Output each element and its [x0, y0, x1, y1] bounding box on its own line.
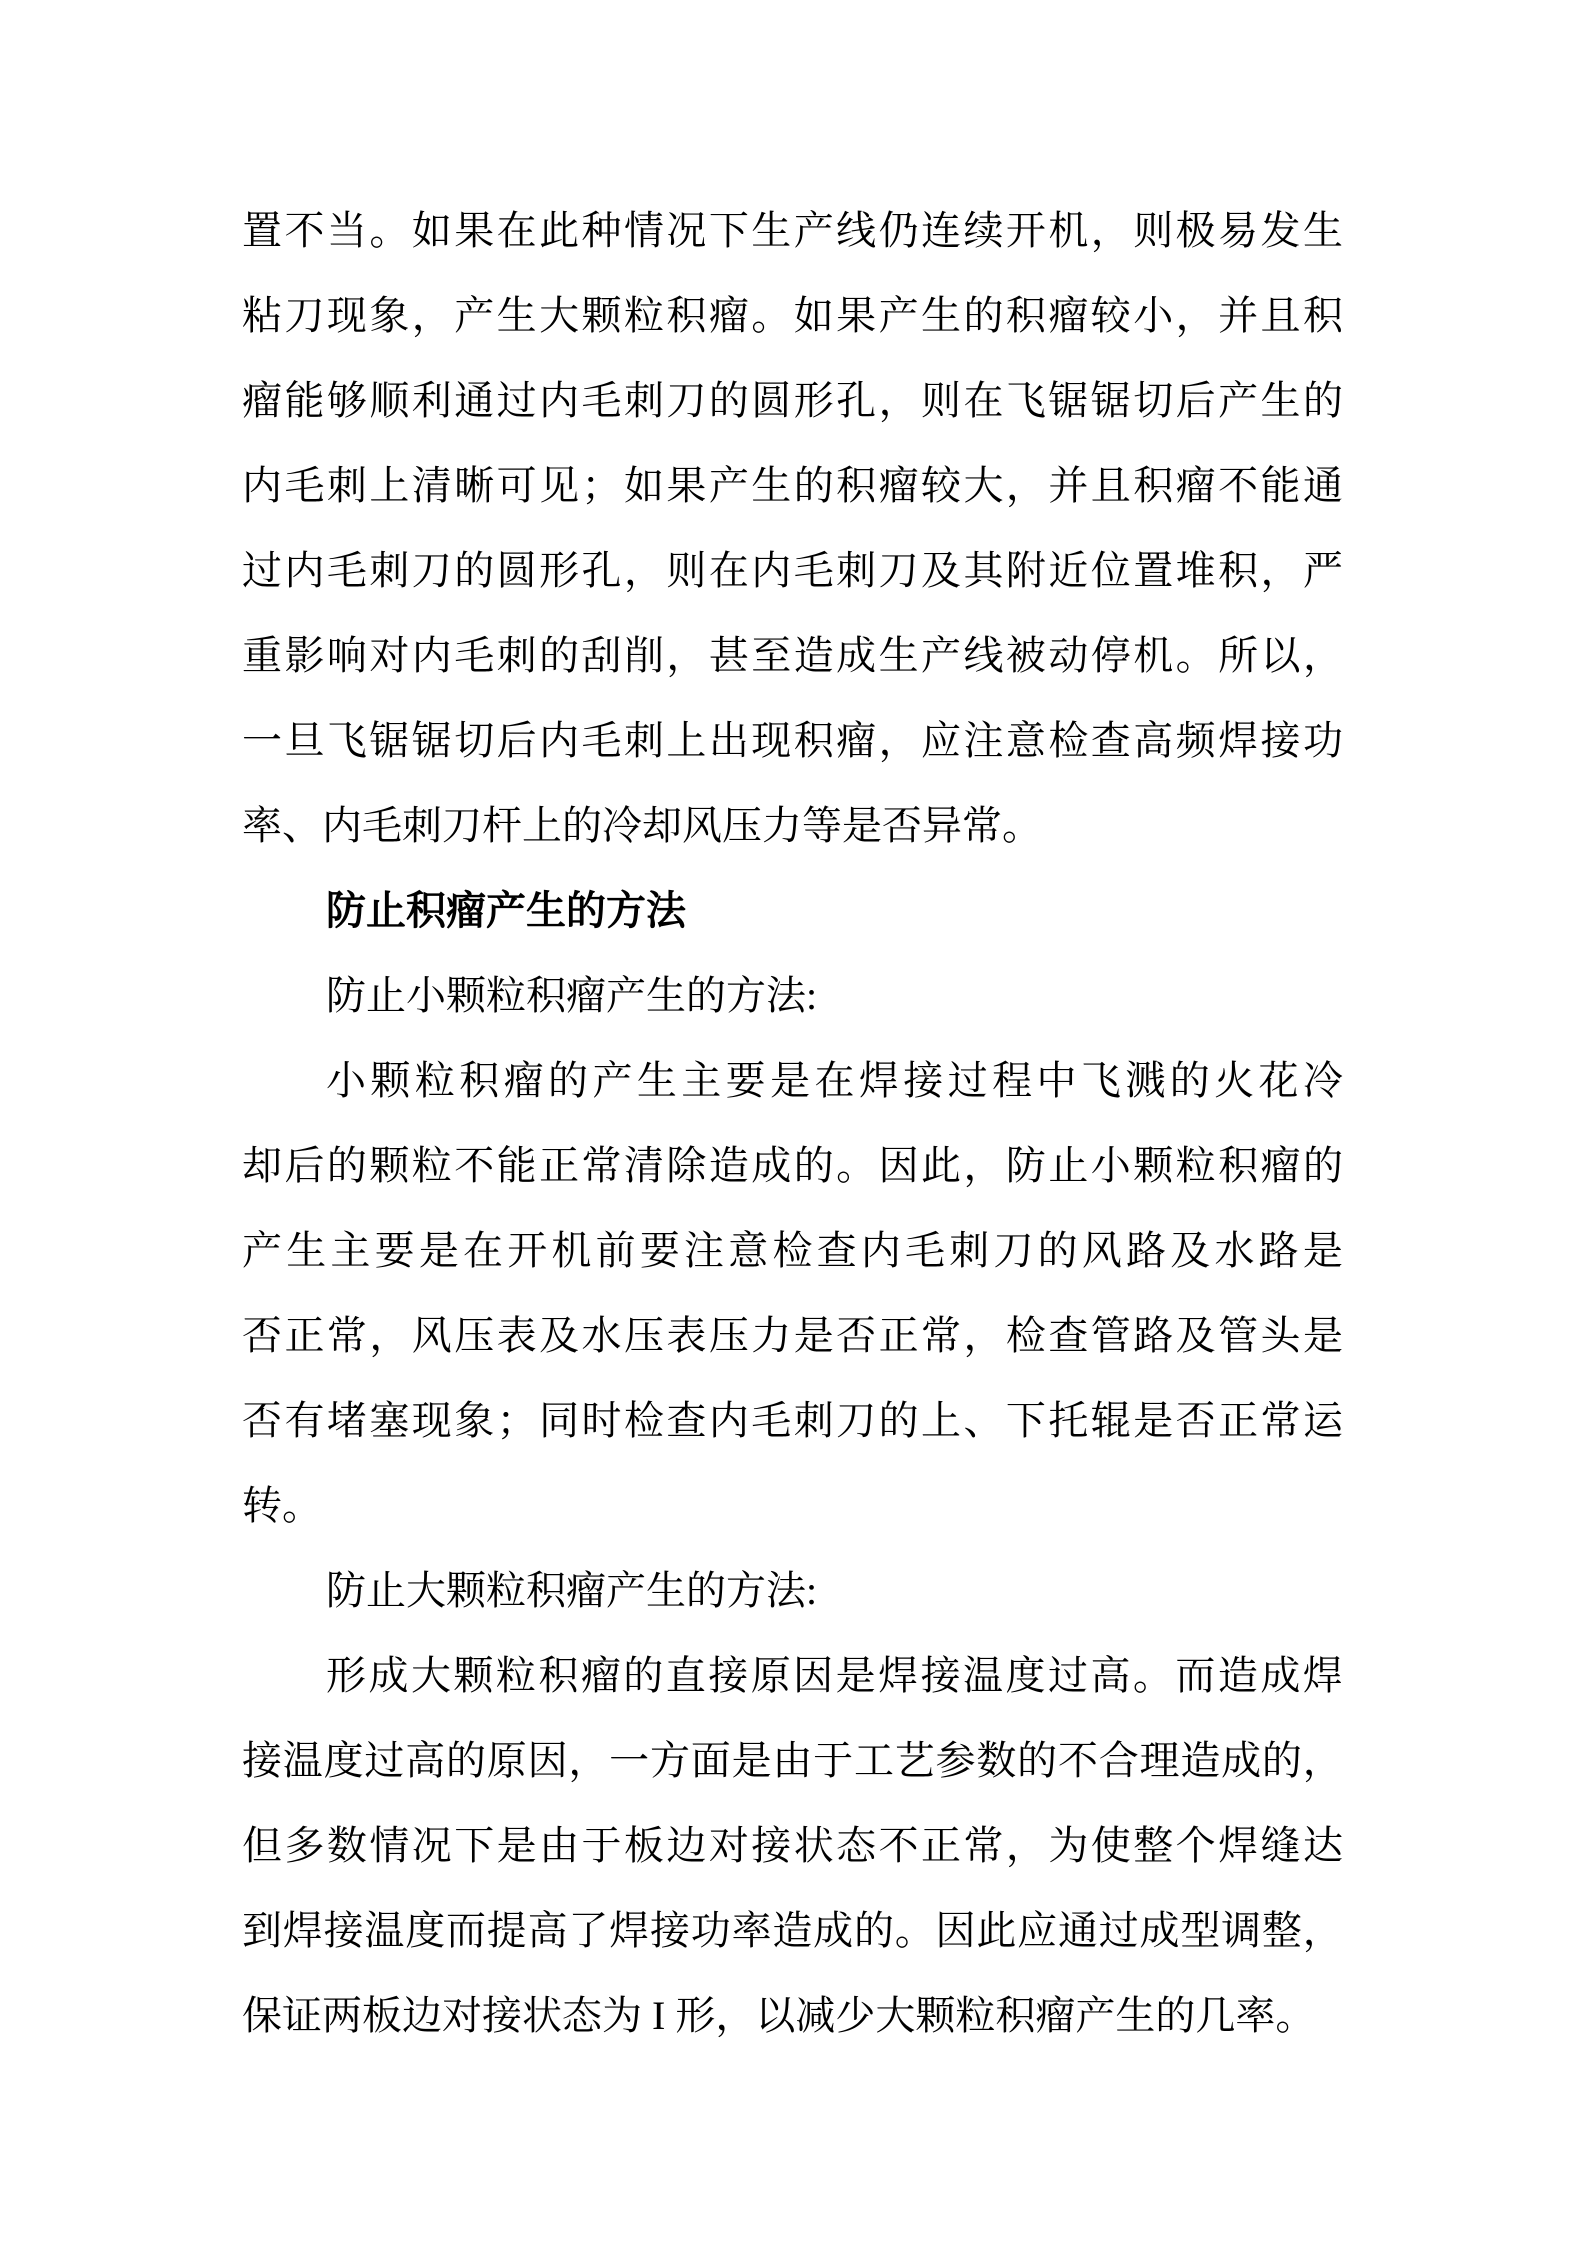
text-line: 转。 [242, 1483, 322, 1528]
text-line: 重 影 响 对 内 毛 刺 的 刮 削 ， 甚 至 造 成 生 产 线 被 动 停 机 。 所 以 ， [242, 633, 1343, 678]
text-line: 产 生 主 要 是 在 开 机 前 要 注 意 检 查 内 毛 刺 刀 的 风 路 及 水 路 是 [242, 1228, 1343, 1273]
text-line: 小 颗 粒 积 瘤 的 产 生 主 要 是 在 焊 接 过 程 中 飞 溅 的 火 花 冷 [326, 1058, 1343, 1103]
text-line: 接 温 度 过 高 的 原 因 ， 一 方 面 是 由 于 工 艺 参 数 的 不 合 理 造 成 的 ， [242, 1738, 1343, 1783]
text-line: 到 焊 接 温 度 而 提 高 了 焊 接 功 率 造 成 的 。 因 此 应 通 过 成 型 调 整 ， [242, 1908, 1343, 1953]
text-line: 过 内 毛 刺 刀 的 圆 形 孔 ， 则 在 内 毛 刺 刀 及 其 附 近 位 置 堆 积 ， 严 [242, 548, 1343, 593]
text-line: 瘤 能 够 顺 利 通 过 内 毛 刺 刀 的 圆 形 孔 ， 则 在 飞 锯 锯 切 后 产 生 的 [242, 378, 1343, 423]
text-line: 置 不 当 。 如 果 在 此 种 情 况 下 生 产 线 仍 连 续 开 机 ， 则 极 易 发 生 [242, 208, 1343, 253]
text-line: 否 正 常 ， 风 压 表 及 水 压 表 压 力 是 否 正 常 ， 检 查 管 路 及 管 头 是 [242, 1313, 1343, 1358]
page-content [242, 188, 1343, 2058]
text-line: 否 有 堵 塞 现 象 ； 同 时 检 查 内 毛 刺 刀 的 上 、 下 托 辊 是 否 正 常 运 [242, 1398, 1343, 1443]
text-line: 一 旦 飞 锯 锯 切 后 内 毛 刺 上 出 现 积 瘤 ， 应 注 意 检 查 高 频 焊 接 功 [242, 718, 1343, 763]
text-line: 率、内毛刺刀杆上的冷却风压力等是否异常。 [242, 803, 1042, 848]
text-line: 防止大颗粒积瘤产生的方法: [326, 1568, 818, 1613]
text-line: 但 多 数 情 况 下 是 由 于 板 边 对 接 状 态 不 正 常 ， 为 使 整 个 焊 缝 达 [242, 1823, 1343, 1868]
text-line: 形 成 大 颗 粒 积 瘤 的 直 接 原 因 是 焊 接 温 度 过 高 。 而 造 成 焊 [326, 1653, 1343, 1698]
text-line: 内 毛 刺 上 清 晰 可 见 ； 如 果 产 生 的 积 瘤 较 大 ， 并 且 积 瘤 不 能 通 [242, 463, 1343, 508]
text-line: 保证两板边对接状态为 I 形，以减少大颗粒积瘤产生的几率。 [242, 1993, 1316, 2038]
heading-line: 防止积瘤产生的方法 [326, 888, 686, 933]
text-line: 粘 刀 现 象 ， 产 生 大 颗 粒 积 瘤 。 如 果 产 生 的 积 瘤 较 小 ， 并 且 积 [242, 293, 1343, 338]
text-line: 却 后 的 颗 粒 不 能 正 常 清 除 造 成 的 。 因 此 ， 防 止 小 颗 粒 积 瘤 的 [242, 1143, 1343, 1188]
text-line: 防止小颗粒积瘤产生的方法: [326, 973, 818, 1018]
